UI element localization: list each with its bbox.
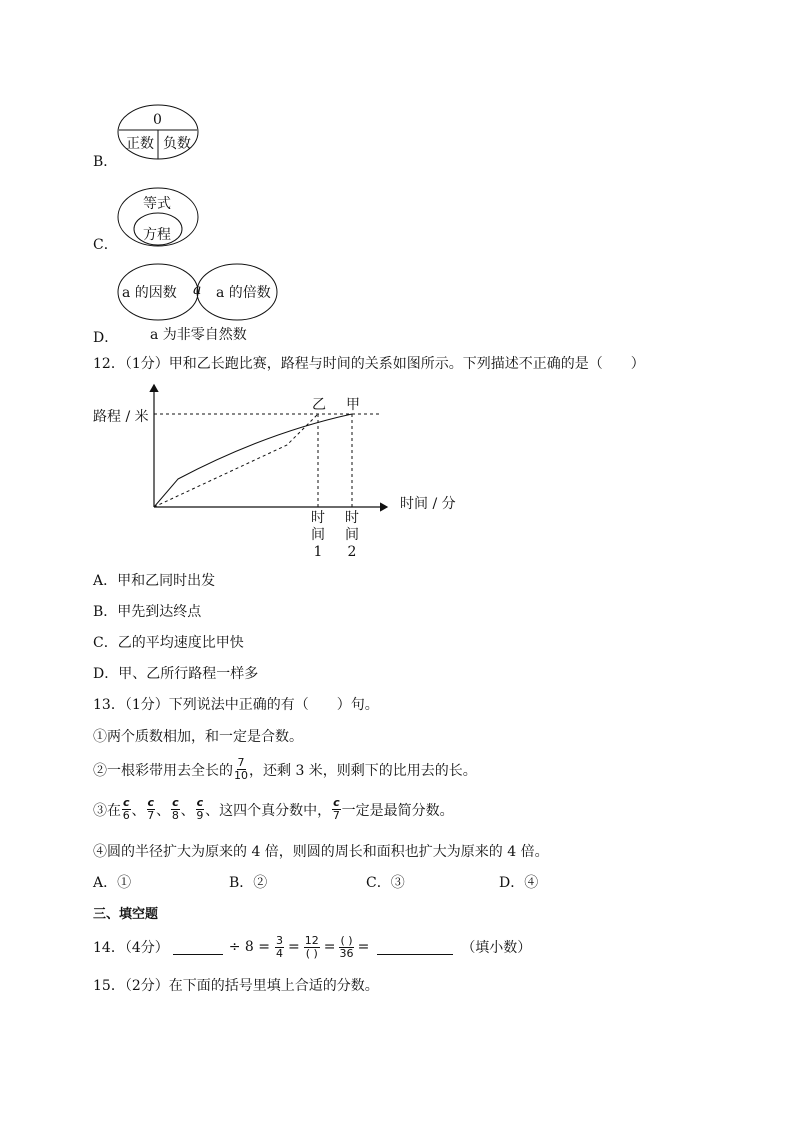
s3-prefix: ③在 [93,802,121,819]
diagram-d-multiples: a 的倍数 [216,285,271,301]
diagram-d-a: a [193,282,202,298]
yi-curve [154,414,318,507]
tick2-line3: 2 [347,544,357,560]
tick1-line1: 时 [311,510,325,526]
q14-blank-1[interactable] [173,940,223,955]
s3-sep: 、 [156,802,171,819]
question-14 [93,930,531,964]
graph-label-jia: 甲 [346,397,360,413]
option-c-label: C． [93,237,118,253]
diagram-c-equation-outer: 等式 [143,196,171,212]
graph-x-label: 时间 / 分 [400,496,456,512]
s2-prefix: ②一根彩带用去全长的 [93,762,233,779]
q13-statement-4: ④圆的半径扩大为原来的 4 倍，则圆的周长和面积也扩大为原来的 4 倍。 [93,844,549,860]
q14-blank-2[interactable] [377,940,453,955]
s2-fraction-den: 10 [234,769,248,782]
graph-tick-time2 [345,510,359,561]
q14-fraction-3[interactable]: $\frac{( )}{36}$ [339,933,354,960]
q12-option-a[interactable]: A．甲和乙同时出发 [93,573,216,589]
s2-suffix: ，还剩 3 米，则剩下的比用去的长。 [249,762,477,779]
question-12-stem: 12．（1分）甲和乙长跑比赛，路程与时间的关系如图所示。下列描述不正确的是（ ） [93,356,645,372]
diagram-b-negative: 负数 [163,136,191,152]
option-b-label: B． [93,154,118,170]
diagram-b-positive: 正数 [126,136,154,152]
graph-y-label: 路程 / 米 [93,409,149,425]
diagram-d-factors: a 的因数 [122,285,177,301]
s3-sep: 、 [131,802,146,819]
section-heading: 三、填空题 [93,907,159,922]
s3-fraction-1: $\frac{c}{6}$ [122,796,130,822]
q12-option-c[interactable]: C．乙的平均速度比甲快 [93,635,244,651]
graph-label-yi: 乙 [312,397,326,413]
tick1-line3: 1 [313,544,323,560]
s3-fraction-3: $\frac{c}{8}$ [171,796,179,822]
tick2-line1: 时 [345,510,359,526]
q13-option-d[interactable]: D．④ [499,875,539,891]
q14-fraction-1: $\frac{3}{4}$ [276,933,284,960]
q14-suffix: （填小数） [461,940,532,956]
q12-option-d[interactable]: D．甲、乙所行路程一样多 [93,666,259,682]
diagram-b-zero: 0 [153,112,162,128]
q14-eq2: = [323,939,336,955]
s2-fraction-num: 7 [237,756,245,769]
s3-fraction-2: $\frac{c}{7}$ [147,796,155,822]
q13-statement-2 [93,757,477,782]
q13-statement-1: ①两个质数相加，和一定是合数。 [93,729,303,745]
question-13-stem: 13．（1分）下列说法中正确的有（ ）句。 [93,697,379,713]
question-15-stem: 15．（2分）在下面的括号里填上合适的分数。 [93,978,379,994]
tick1-line2: 间 [311,527,325,543]
s3-middle: 这四个真分数中， [219,802,332,819]
q12-option-b[interactable]: B．甲先到达终点 [93,604,202,620]
q14-fraction-2[interactable]: $\frac{12}{( )}$ [304,933,319,960]
q13-statement-3 [93,797,454,822]
q14-prefix: 14．（4分） [93,940,169,956]
tick2-line2: 间 [345,527,359,543]
q13-option-c[interactable]: C．③ [366,875,405,891]
s3-suffix: 一定是最简分数。 [341,802,454,819]
q14-eq1: = [288,939,300,955]
s3-sep: 、 [180,802,195,819]
diagram-d-caption: a 为非零自然数 [150,327,247,343]
s3-sep: 、 [205,802,220,819]
s3-fraction-4: $\frac{c}{9}$ [196,796,204,822]
s3-fraction-target: $\frac{c}{7}$ [332,796,340,822]
graph-tick-time1 [311,510,325,561]
q14-divide: ÷ 8 = [228,939,271,955]
diagram-c-equation-inner: 方程 [143,227,171,243]
q13-option-a[interactable]: A．① [93,875,132,891]
q14-eq3: = [357,939,370,955]
s2-fraction [234,757,248,782]
option-d-label: D． [93,330,119,346]
q13-option-b[interactable]: B．② [229,875,268,891]
